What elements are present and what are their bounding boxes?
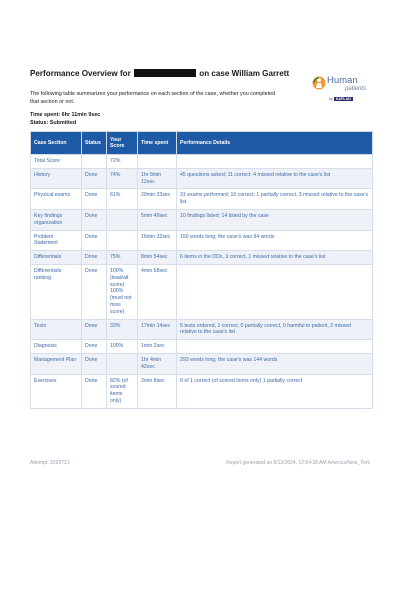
cell-status: Done <box>82 353 107 374</box>
cell-details <box>177 155 373 169</box>
cell-details: 150 words long; the case's was 94 words <box>177 230 373 251</box>
redacted-name <box>134 69 196 77</box>
table-row <box>31 168 373 189</box>
table-row <box>31 189 373 210</box>
cell-section: Problem Statement <box>31 230 82 251</box>
time-spent: Time spent: 6hr 11min 9sec <box>30 112 101 118</box>
table-row <box>31 319 373 340</box>
cell-score <box>107 209 138 230</box>
cell-details: 0 of 1 correct (of scored items only) 1 partially correct <box>177 374 373 408</box>
cell-details: 10 findings listed; 14 listed by the case <box>177 209 373 230</box>
cell-details: 293 words long; the case's was 144 words <box>177 353 373 374</box>
report-header <box>30 0 376 112</box>
cell-details <box>177 340 373 354</box>
status-line: Status: Submitted <box>30 120 77 126</box>
cell-time: 5min 49sec <box>138 209 177 230</box>
cell-status <box>82 155 107 169</box>
cell-time: 1hr 4min 42sec <box>138 353 177 374</box>
cell-details: 5 tests ordered, 1 correct, 0 partially correct, 0 harmful to patient, 2 missed relative to the case's list <box>177 319 373 340</box>
column-header: Time spent <box>138 132 177 155</box>
cell-time: 4min 58sec <box>138 264 177 319</box>
cell-details <box>177 264 373 319</box>
cell-time: 16min 32sec <box>138 230 177 251</box>
cell-time: 1min 2sec <box>138 340 177 354</box>
cell-score: 100% <box>107 340 138 354</box>
cell-score: 100% (lead/alt score) 100% (must not miss score) <box>107 264 138 319</box>
cell-status: Done <box>82 189 107 210</box>
logo-brand: Human <box>327 75 358 86</box>
cell-details: 45 questions asked; 11 correct; 4 missed relative to the case's list <box>177 168 373 189</box>
table-row <box>31 251 373 265</box>
cell-section: History <box>31 168 82 189</box>
intro-text: The following table summarizes your performance on each section of the case, whether you completed that section or not. <box>30 91 276 105</box>
cell-status: Done <box>82 230 107 251</box>
table-row <box>31 374 373 408</box>
kaplan-badge: KAPLAN <box>335 97 351 101</box>
cell-status: Done <box>82 209 107 230</box>
column-header: Status <box>82 132 107 155</box>
table-row <box>31 264 373 319</box>
cell-time: 2min 8sec <box>138 374 177 408</box>
cell-status: Done <box>82 264 107 319</box>
cell-section: Management Plan <box>31 353 82 374</box>
cell-section: Diagnosis <box>31 340 82 354</box>
cell-status: Done <box>82 340 107 354</box>
column-header: Performance Details <box>177 132 373 155</box>
table-row <box>31 155 373 169</box>
table-row <box>31 209 373 230</box>
page-title <box>30 69 289 78</box>
table-header-row <box>31 132 373 155</box>
ihuman-logo <box>312 74 376 108</box>
cell-section: Differentials ranking <box>31 264 82 319</box>
cell-section: Exercises <box>31 374 82 408</box>
cell-time: 1hr 8min 12sec <box>138 168 177 189</box>
footer-report-generated: Report generated on 8/12/2024, 12:54:38 AM America/New_York <box>226 460 370 466</box>
cell-time: 17min 14sec <box>138 319 177 340</box>
table-row <box>31 340 373 354</box>
cell-section: Total Score <box>31 155 82 169</box>
cell-score: 33% <box>107 319 138 340</box>
cell-section: Differentials <box>31 251 82 265</box>
cell-status: Done <box>82 168 107 189</box>
cell-details: 6 items in the DDx, 3 correct, 1 missed relative to the case's list <box>177 251 373 265</box>
cell-score: 82% (of scored items only) <box>107 374 138 408</box>
cell-section: Physical exams <box>31 189 82 210</box>
cell-score <box>107 353 138 374</box>
cell-score: 72% <box>107 155 138 169</box>
cell-time <box>138 155 177 169</box>
cell-status: Done <box>82 251 107 265</box>
cell-status: Done <box>82 374 107 408</box>
cell-status: Done <box>82 319 107 340</box>
performance-table <box>30 131 373 409</box>
column-header: Case Section <box>31 132 82 155</box>
cell-time: 8min 54sec <box>138 251 177 265</box>
logo-by <box>329 97 353 101</box>
table-row <box>31 230 373 251</box>
cell-score: 75% <box>107 251 138 265</box>
cell-section: Tests <box>31 319 82 340</box>
report-meta <box>30 111 100 127</box>
table-row <box>31 353 373 374</box>
cell-score: 74% <box>107 168 138 189</box>
cell-score <box>107 230 138 251</box>
logo-sub: patients <box>345 86 367 92</box>
title-suffix: on case William Garrett <box>199 69 290 78</box>
logo-by-text: by <box>329 97 333 101</box>
column-header: Your Score <box>107 132 138 155</box>
report-page <box>30 0 376 112</box>
cell-details: 31 exams performed; 10 correct; 1 partially correct, 3 missed relative to the case's list <box>177 189 373 210</box>
cell-section: Key findings organization <box>31 209 82 230</box>
cell-time: 20min 33sec <box>138 189 177 210</box>
cell-score: 61% <box>107 189 138 210</box>
title-prefix: Performance Overview for <box>30 69 131 78</box>
ihuman-logo-icon <box>312 76 326 90</box>
footer-attempt: Attempt: 3229731 <box>30 460 70 466</box>
